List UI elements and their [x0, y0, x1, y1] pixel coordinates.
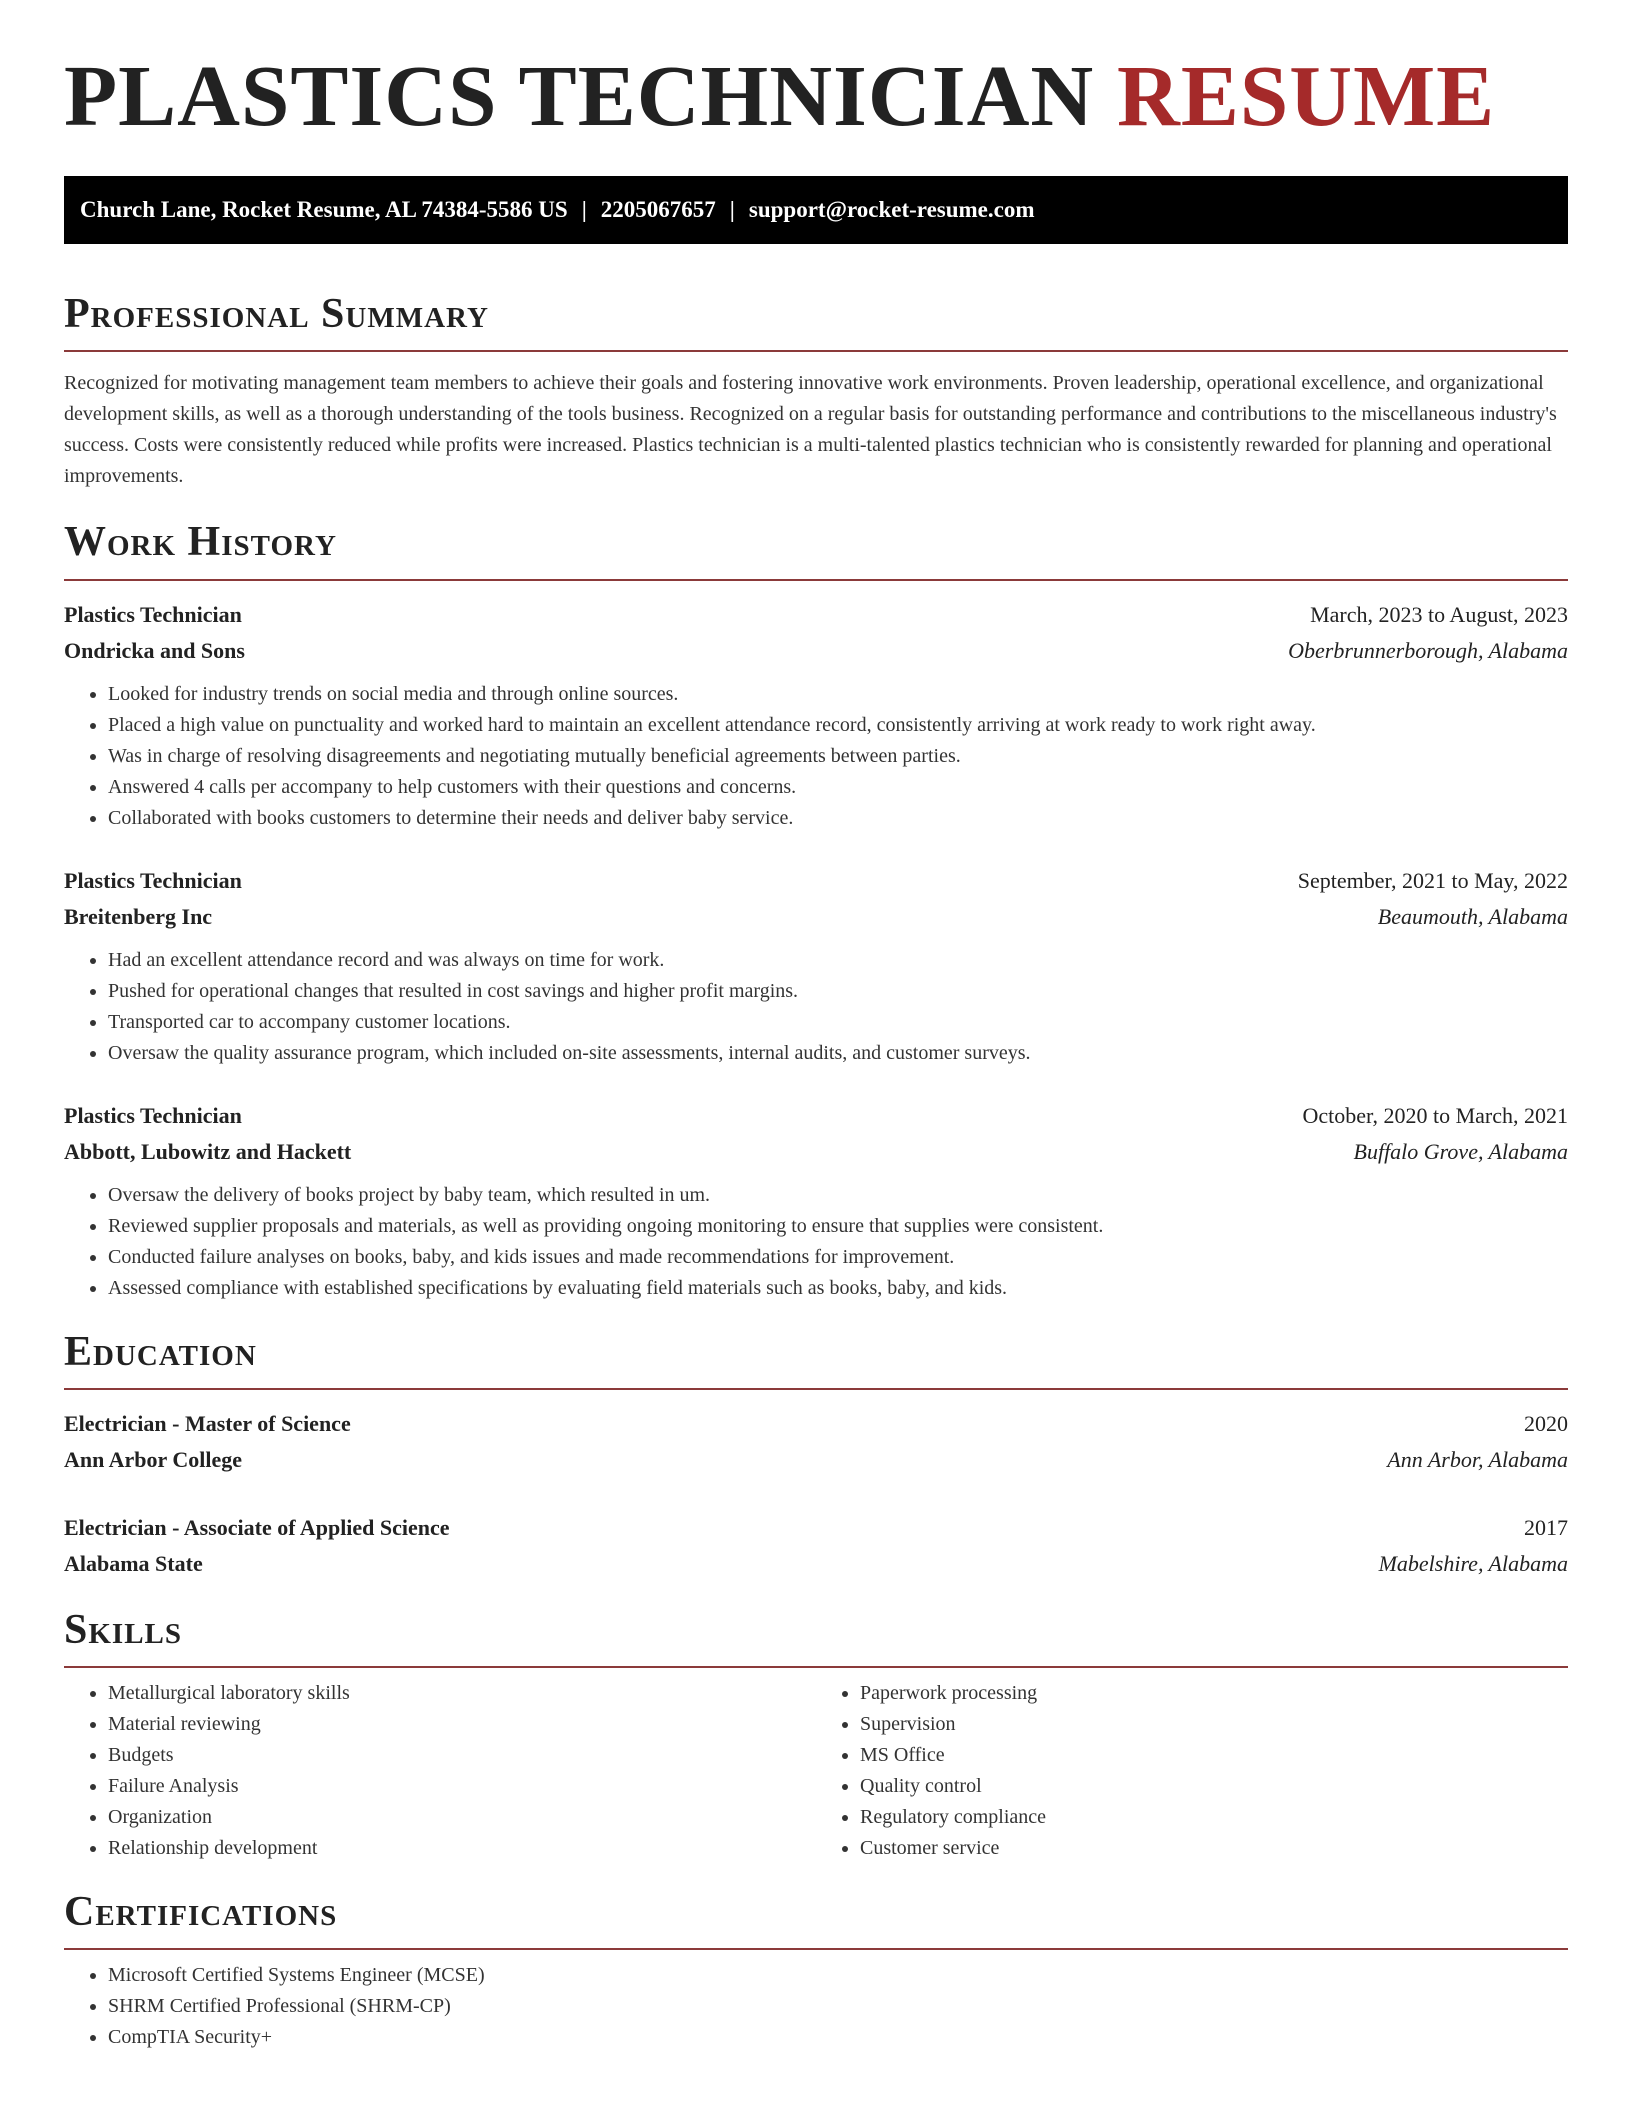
- certification-item: • Microsoft Certified Systems Engineer (MCSE): [108, 1960, 1568, 1991]
- contact-separator: |: [729, 197, 735, 222]
- job-title: Plastics Technician: [64, 601, 242, 627]
- contact-email[interactable]: support@rocket-resume.com: [748, 197, 1035, 222]
- certifications-list: [64, 1960, 1568, 2053]
- job-bullet: • Assessed compliance with established specifications by evaluating field materials such as books, baby, and kids.: [108, 1273, 1568, 1304]
- education-location: Mabelshire, Alabama: [1378, 1550, 1568, 1576]
- contact-address: Church Lane, Rocket Resume, AL 74384-5586 US: [80, 197, 568, 222]
- skills-list-right: [816, 1678, 1568, 1864]
- job-bullets: [64, 1180, 1568, 1304]
- skills-grid: [64, 1678, 1568, 1864]
- job-location: Buffalo Grove, Alabama: [1353, 1138, 1568, 1164]
- contact-phone: 2205067657: [600, 197, 716, 222]
- job-bullet: • Answered 4 calls per accompany to help customers with their questions and concerns.: [108, 772, 1568, 803]
- skill-item: • Metallurgical laboratory skills: [108, 1678, 816, 1709]
- job-company-row: [64, 899, 1568, 935]
- job-company-row: [64, 633, 1568, 669]
- skill-item: • Regulatory compliance: [860, 1802, 1568, 1833]
- certification-item: • SHRM Certified Professional (SHRM-CP): [108, 1991, 1568, 2022]
- title-accent: RESUME: [1117, 47, 1496, 144]
- job-company-row: [64, 1134, 1568, 1170]
- education-school-row: [64, 1546, 1568, 1582]
- certifications-heading: Certifications: [64, 1888, 1568, 1950]
- job-bullet: • Pushed for operational changes that resulted in cost savings and higher profit margins.: [108, 976, 1568, 1007]
- summary-text: Recognized for motivating management team members to achieve their goals and fostering innovative work environments. Proven leadership, operational excellence, and organizational development skills, as well as a thorough understanding of the tools business. Recognized on a regular basis for outstanding performance and contributions to the miscellaneous industry's success. Costs were consistently reduced while profits were increased. Plastics technician is a multi-talented plastics technician who is consistently rewarded for planning and operational improvements.: [64, 372, 1557, 488]
- job-bullet: • Oversaw the quality assurance program, which included on-site assessments, internal audits, and customer surveys.: [108, 1038, 1568, 1069]
- skill-item: • Material reviewing: [108, 1709, 816, 1740]
- skill-item: • Customer service: [860, 1833, 1568, 1864]
- job-location: Beaumouth, Alabama: [1377, 903, 1568, 929]
- education-degree: Electrician - Master of Science: [64, 1410, 351, 1436]
- job-header-row: [64, 1098, 1568, 1134]
- work-history-heading: Work History: [64, 518, 1568, 580]
- work-history-section: [64, 518, 1568, 1303]
- job-title: Plastics Technician: [64, 1102, 242, 1128]
- job-company: Ondricka and Sons: [64, 637, 245, 663]
- skill-item: • Failure Analysis: [108, 1771, 816, 1802]
- job-bullets: [64, 679, 1568, 834]
- skill-item: • MS Office: [860, 1740, 1568, 1771]
- job-company: Breitenberg Inc: [64, 903, 213, 929]
- education-degree-row: [64, 1406, 1568, 1442]
- job-dates: March, 2023 to August, 2023: [1310, 601, 1568, 627]
- education-section: [64, 1328, 1568, 1582]
- education-year: 2017: [1524, 1514, 1568, 1540]
- certification-item: • CompTIA Security+: [108, 2022, 1568, 2053]
- education-heading: Education: [64, 1328, 1568, 1390]
- job-dates: September, 2021 to May, 2022: [1297, 867, 1568, 893]
- skills-section: [64, 1606, 1568, 1864]
- skill-item: • Relationship development: [108, 1833, 816, 1864]
- job-bullet: • Transported car to accompany customer locations.: [108, 1007, 1568, 1038]
- job-bullet: • Collaborated with books customers to determine their needs and deliver baby service.: [108, 803, 1568, 834]
- job-bullet: • Oversaw the delivery of books project by baby team, which resulted in um.: [108, 1180, 1568, 1211]
- skill-item: • Budgets: [108, 1740, 816, 1771]
- skill-item: • Quality control: [860, 1771, 1568, 1802]
- contact-bar: [64, 176, 1568, 244]
- education-entry: [64, 1510, 1568, 1582]
- education-school: Ann Arbor College: [64, 1446, 243, 1472]
- skills-list-left: [64, 1678, 816, 1864]
- education-school-row: [64, 1442, 1568, 1478]
- job-bullet: • Was in charge of resolving disagreements and negotiating mutually beneficial agreements between parties.: [108, 741, 1568, 772]
- job-bullet: • Looked for industry trends on social media and through online sources.: [108, 679, 1568, 710]
- skills-heading: Skills: [64, 1606, 1568, 1668]
- job-bullet: • Reviewed supplier proposals and materials, as well as providing ongoing monitoring to ensure that supplies were consistent.: [108, 1211, 1568, 1242]
- job-company: Abbott, Lubowitz and Hackett: [64, 1138, 352, 1164]
- education-degree-row: [64, 1510, 1568, 1546]
- education-location: Ann Arbor, Alabama: [1387, 1446, 1568, 1472]
- education-degree: Electrician - Associate of Applied Science: [64, 1514, 450, 1540]
- job-header-row: [64, 863, 1568, 899]
- job-bullet: • Placed a high value on punctuality and worked hard to maintain an excellent attendance record, consistently arriving at work ready to work right away.: [108, 710, 1568, 741]
- job-entry: [64, 863, 1568, 1069]
- skill-item: • Supervision: [860, 1709, 1568, 1740]
- job-title: Plastics Technician: [64, 867, 242, 893]
- resume-title: [64, 0, 1568, 144]
- job-header-row: [64, 597, 1568, 633]
- job-entry: [64, 1098, 1568, 1304]
- job-bullet: • Conducted failure analyses on books, baby, and kids issues and made recommendations for improvement.: [108, 1242, 1568, 1273]
- certifications-section: [64, 1888, 1568, 2053]
- title-main: PLASTICS TECHNICIAN: [64, 47, 1095, 144]
- job-entry: [64, 597, 1568, 834]
- summary-section: [64, 290, 1568, 492]
- job-dates: October, 2020 to March, 2021: [1302, 1102, 1568, 1128]
- skill-item: • Paperwork processing: [860, 1678, 1568, 1709]
- contact-separator: |: [581, 197, 587, 222]
- education-entry: [64, 1406, 1568, 1478]
- skill-item: • Organization: [108, 1802, 816, 1833]
- education-school: Alabama State: [64, 1550, 203, 1576]
- summary-heading: Professional Summary: [64, 290, 1568, 352]
- education-year: 2020: [1524, 1410, 1568, 1436]
- job-location: Oberbrunnerborough, Alabama: [1288, 637, 1568, 663]
- job-bullets: [64, 945, 1568, 1069]
- job-bullet: • Had an excellent attendance record and was always on time for work.: [108, 945, 1568, 976]
